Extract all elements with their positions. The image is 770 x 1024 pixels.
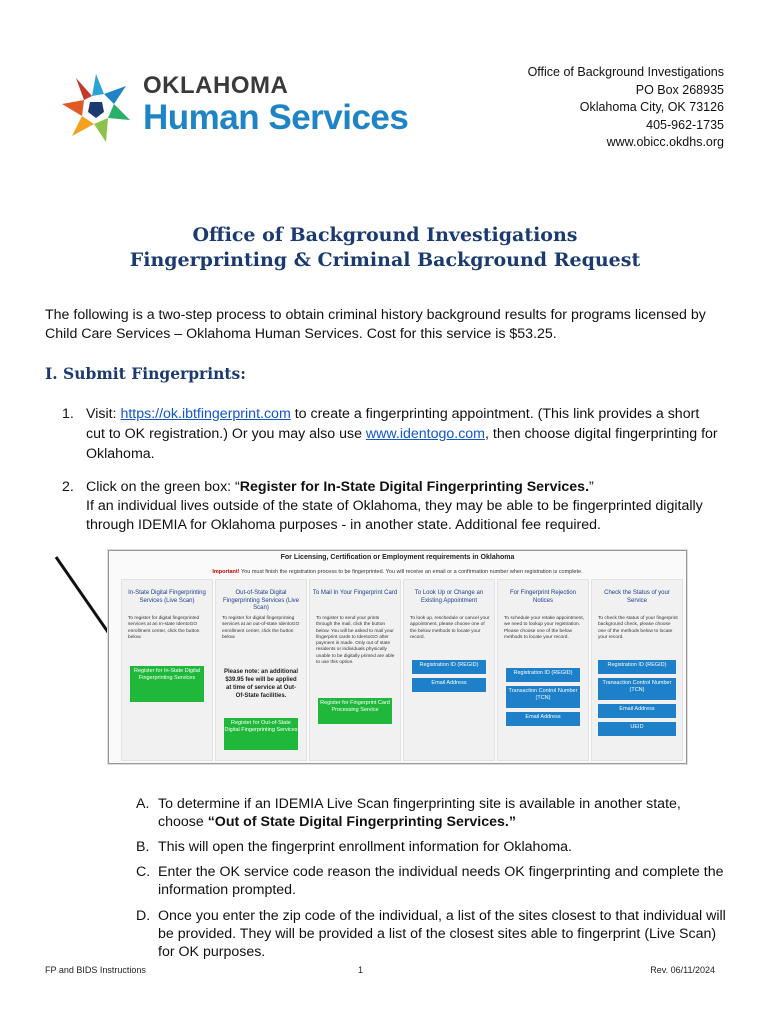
section-heading: I. Submit Fingerprints: (45, 364, 246, 383)
column-mail-in (309, 579, 401, 761)
lookup-regid-button[interactable]: Registration ID (REGID) (412, 660, 486, 674)
rejection-regid-button[interactable]: Registration ID (REGID) (506, 668, 580, 682)
address-line: Office of Background Investigations (527, 65, 724, 79)
column-title: Out-of-State Digital Fingerprinting Services (Live Scan) (222, 590, 300, 611)
column-rejection (497, 579, 589, 761)
step-text: If an individual lives outside of the state of Oklahoma, they may be able to be fingerprinted digitally through IDEMIA for Oklahoma purposes - in another state. Additional fee required. (86, 498, 703, 533)
page-title: Office of Background Investigations (192, 224, 578, 246)
substep-b (136, 838, 726, 856)
address-line: PO Box 268935 (635, 82, 724, 97)
step-text: , then choose digital fingerprinting for Oklahoma. (86, 426, 718, 462)
footer-left: FP and BIDS Instructions (45, 965, 146, 975)
intro-paragraph: The following is a two-step process to obtain criminal history background results for programs licensed by Child Care Services – Oklahoma Human Services. Cost for this service is $53.25. (45, 307, 706, 342)
screenshot-heading: For Licensing, Certification or Employment requirements in Oklahoma (280, 554, 515, 561)
lookup-email-button[interactable]: Email Address (412, 678, 486, 692)
ibt-fingerprint-link[interactable]: https://ok.ibtfingerprint.com (120, 406, 291, 422)
page-subtitle: Fingerprinting & Criminal Background Request (129, 249, 641, 271)
footer-revision: Rev. 06/11/2024 (650, 965, 715, 975)
substep-letter: B. (136, 839, 150, 855)
column-text: To register for digital fingerprinting services at an out-of-state IdentoGO enrollment center, click the button below. (222, 616, 300, 640)
step-text: Click on the green box: “ (86, 479, 240, 495)
substep-text: Once you enter the zip code of the individual, a list of the sites closest to that individual will be provided. They will be provided a list of the closest sites able to fingerprint (Live Scan) for OK purposes. (158, 908, 726, 960)
column-lookup (403, 579, 495, 761)
address-line: 405-962-1735 (646, 117, 724, 132)
notice-label: Important! (212, 569, 240, 575)
column-title: To Look Up or Change an Existing Appointment (414, 590, 484, 604)
registration-screenshot (108, 550, 687, 764)
rejection-tcn-button[interactable]: Transaction Control Number (TCN) (506, 686, 580, 708)
column-title: For Fingerprint Rejection Notices (509, 590, 577, 604)
screenshot-notice (109, 569, 686, 575)
substep-c (136, 863, 726, 899)
logo-line1: OKLAHOMA (143, 72, 289, 99)
status-tcn-button[interactable]: Transaction Control Number (TCN) (598, 678, 676, 700)
substep-text: Enter the OK service code reason the individual needs OK fingerprinting and complete the information prompted. (158, 864, 724, 898)
column-status (591, 579, 683, 761)
substep-letter: A. (136, 796, 150, 812)
substep-a (136, 795, 726, 831)
step-2 (62, 478, 722, 535)
logo (56, 66, 136, 146)
column-title: In-State Digital Fingerprinting Services (Live Scan) (128, 590, 206, 604)
substep-letter: D. (136, 908, 151, 924)
column-text: To register to send your prints through the mail, click the button below. You will be asked to mail your fingerprint cards to IdentoGO after payment is made. Only out of state residents or individuals physically unable to be digitally printed are able to use this option. (316, 616, 395, 666)
substep-d (136, 907, 726, 961)
column-title: To Mail In Your Fingerprint Card (312, 590, 398, 596)
column-text: To look up, reschedule or cancel your appointment, please choose one of the below methods to locate your record. (410, 616, 490, 640)
step-number: 2. (62, 479, 74, 495)
step-text: to create a fingerprinting appointment. (This link provides a short cut to OK registration.) Or you may also use (86, 406, 700, 442)
step-number: 1. (62, 406, 74, 422)
page-number: 1 (358, 965, 364, 975)
column-out-of-state (215, 579, 307, 761)
status-ueid-button[interactable]: UEID (598, 722, 676, 736)
address-website: www.obicc.okdhs.org (606, 135, 724, 149)
status-email-button[interactable]: Email Address (598, 704, 676, 718)
column-text: To schedule your retake appointment, we need to lookup your registration. Please choose one of the below methods to locate your record. (504, 616, 584, 640)
address-line: Oklahoma City, OK 73126 (579, 100, 724, 114)
register-in-state-button[interactable]: Register for In-State Digital Fingerprinting Services (130, 666, 204, 702)
substep-bold: “Out of State Digital Fingerprinting Services.” (207, 814, 516, 830)
logo-line2: Human Services (143, 98, 409, 137)
status-regid-button[interactable]: Registration ID (REGID) (598, 660, 676, 674)
column-title: Check the Status of your Service (604, 590, 670, 604)
step-bold: Register for In-State Digital Fingerprinting Services. (239, 479, 590, 495)
substep-text: To determine if an IDEMIA Live Scan fingerprinting site is available in another state, choose (158, 796, 681, 830)
fee-note: Please note: an additional $39.95 fee will be applied at time of service at Out-Of-State facilities. (224, 669, 299, 699)
rejection-email-button[interactable]: Email Address (506, 712, 580, 726)
column-in-state (121, 579, 213, 761)
column-text: To check the status of your fingerprint background check, please choose one of the methods below to locate your record. (598, 616, 678, 640)
register-card-button[interactable]: Register for Fingerprint Card Processing Service (318, 698, 392, 724)
register-out-of-state-button[interactable]: Register for Out-of-State Digital Fingerprinting Services (224, 718, 298, 750)
step-text: ” (589, 479, 594, 495)
column-text: To register for digital fingerprinted services at an In-state IdentoGO enrollment center, click the button below. (128, 616, 200, 640)
step-text: Visit: (86, 406, 121, 422)
logo-star-icon (56, 66, 136, 146)
substep-text: This will open the fingerprint enrollment information for Oklahoma. (158, 839, 572, 855)
address-block (528, 64, 724, 152)
step-1 (62, 404, 722, 464)
notice-text: You must finish the registration process to be fingerprinted. You will receive an email or a confirmation number when registration is complete. (239, 569, 583, 575)
identogo-link[interactable]: www.identogo.com (365, 426, 485, 442)
substep-letter: C. (136, 864, 151, 880)
